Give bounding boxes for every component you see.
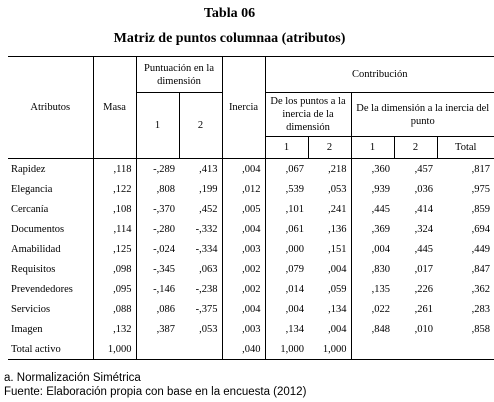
- cell-total: ,817: [471, 163, 491, 175]
- table-row: [8, 199, 494, 219]
- row-label: Prevendedores: [11, 283, 73, 295]
- header-inercia-2: 2: [394, 137, 437, 159]
- header-dim-1: 1: [136, 93, 179, 159]
- cell-inercia: ,002: [222, 259, 265, 279]
- header-dim-2: 2: [179, 93, 222, 159]
- table-row: [8, 299, 494, 319]
- cell-total: ,847: [471, 263, 491, 275]
- row-label: Elegancia: [11, 183, 53, 195]
- cell-dim-1: -,345: [136, 259, 179, 279]
- cell-masa: ,125: [93, 239, 136, 259]
- cell-total: ,975: [471, 183, 491, 195]
- table-row: [8, 239, 494, 259]
- cell-contrib-1: ,079: [265, 259, 308, 279]
- row-label: Documentos: [11, 223, 65, 235]
- cell-inercia-2: ,445: [414, 243, 434, 255]
- footnote-normalization: a. Normalización Simétrica: [4, 372, 141, 384]
- cell-inercia-1: ,848: [351, 319, 394, 339]
- cell-contrib-1: ,101: [265, 199, 308, 219]
- row-label: Requisitos: [11, 263, 56, 275]
- cell-contrib-2: ,151: [328, 243, 347, 255]
- cell-dim-1: ,808: [136, 179, 179, 199]
- cell-dim-2: ,063: [199, 263, 218, 275]
- cell-inercia-1: ,939: [351, 179, 394, 199]
- row-label: Cercanía: [11, 203, 49, 215]
- table-row-total: [8, 339, 494, 360]
- table-title: Matriz de puntos columnaa (atributos): [113, 31, 346, 46]
- cell-dim-1: ,086: [136, 299, 179, 319]
- cell-dim-2: ,199: [199, 183, 218, 195]
- cell-contrib-1: ,067: [265, 159, 308, 180]
- cell-masa: ,098: [93, 259, 136, 279]
- cell-contrib-1: ,004: [265, 299, 308, 319]
- cell-contrib-2: ,053: [328, 183, 347, 195]
- header-puntuacion: Puntuación en la dimensión: [136, 57, 222, 93]
- cell-inercia-1: ,022: [351, 299, 394, 319]
- cell-masa: ,132: [93, 319, 136, 339]
- header-contrib-1: 1: [265, 137, 308, 159]
- header-de-dimension: De la dimensión a la inercia del punto: [351, 93, 494, 137]
- cell-contrib-2: ,241: [328, 203, 347, 215]
- cell-contrib-1: ,134: [265, 319, 308, 339]
- cell-dim-2: [179, 339, 222, 360]
- cell-masa: ,118: [93, 159, 136, 180]
- cell-dim-1: -,280: [136, 219, 179, 239]
- cell-contrib-1: 1,000: [265, 339, 308, 360]
- cell-inercia-2: ,414: [414, 203, 434, 215]
- cell-inercia: ,040: [222, 339, 265, 360]
- header-contribucion: Contribución: [265, 57, 494, 93]
- header-contrib-2: 2: [308, 137, 351, 159]
- cell-inercia-1: ,830: [351, 259, 394, 279]
- row-label: Amabilidad: [11, 243, 61, 255]
- cell-total: ,858: [471, 323, 491, 335]
- cell-dim-1: -,024: [136, 239, 179, 259]
- cell-contrib-1: ,539: [265, 179, 308, 199]
- cell-contrib-1: ,000: [265, 239, 308, 259]
- cell-total: ,283: [471, 303, 491, 315]
- table-number: Tabla 06: [203, 6, 256, 21]
- cell-dim-2: -,238: [195, 283, 218, 295]
- row-label: Rapidez: [11, 163, 46, 175]
- cell-inercia-1: [351, 339, 394, 360]
- footnote-source: Fuente: Elaboración propia con base en la encuesta (2012): [4, 386, 307, 398]
- cell-total: ,449: [471, 243, 491, 255]
- cell-dim-1: -,289: [136, 159, 179, 180]
- cell-inercia-2: ,010: [414, 323, 434, 335]
- cell-inercia: ,004: [222, 219, 265, 239]
- table-row: [8, 219, 494, 239]
- cell-inercia-1: ,135: [351, 279, 394, 299]
- cell-inercia-2: ,226: [414, 283, 434, 295]
- table-row: [8, 159, 494, 180]
- cell-total: ,694: [471, 223, 491, 235]
- header-inercia: Inercia: [222, 57, 265, 159]
- table-row: [8, 279, 494, 299]
- cell-dim-1: -,146: [136, 279, 179, 299]
- header-de-puntos: De los puntos a la inercia de la dimensión: [265, 93, 351, 137]
- header-masa: Masa: [93, 57, 136, 159]
- cell-contrib-2: ,218: [328, 163, 347, 175]
- cell-dim-2: ,413: [199, 163, 218, 175]
- cell-masa: ,122: [93, 179, 136, 199]
- cell-total: [437, 339, 494, 360]
- row-label: Imagen: [11, 323, 43, 335]
- row-label: Total activo: [8, 339, 93, 360]
- cell-total: ,859: [471, 203, 491, 215]
- cell-masa: ,108: [93, 199, 136, 219]
- cell-masa: ,088: [93, 299, 136, 319]
- cell-contrib-1: ,014: [265, 279, 308, 299]
- header-atributos: Atributos: [8, 57, 93, 159]
- data-table: [8, 56, 494, 360]
- cell-inercia-2: [394, 339, 437, 360]
- table-row: [8, 179, 494, 199]
- header-total: Total: [437, 137, 494, 159]
- cell-contrib-2: ,136: [328, 223, 347, 235]
- cell-inercia-1: ,004: [351, 239, 394, 259]
- cell-inercia-1: ,445: [351, 199, 394, 219]
- cell-inercia: ,005: [222, 199, 265, 219]
- cell-inercia: ,002: [222, 279, 265, 299]
- cell-inercia-2: ,457: [414, 163, 434, 175]
- cell-contrib-2: 1,000: [308, 339, 351, 360]
- cell-contrib-1: ,061: [265, 219, 308, 239]
- cell-inercia-1: ,360: [351, 159, 394, 180]
- cell-inercia-2: ,017: [414, 263, 434, 275]
- cell-inercia: ,003: [222, 319, 265, 339]
- cell-dim-2: ,452: [199, 203, 218, 215]
- table-body: [8, 159, 494, 360]
- cell-contrib-2: ,004: [328, 263, 347, 275]
- cell-masa: ,114: [93, 219, 136, 239]
- cell-contrib-2: ,059: [328, 283, 347, 295]
- cell-total: ,362: [471, 283, 491, 295]
- cell-dim-1: [136, 339, 179, 360]
- table-header: [8, 57, 494, 159]
- cell-dim-2: -,375: [195, 303, 218, 315]
- header-inercia-1: 1: [351, 137, 394, 159]
- cell-inercia: ,003: [222, 239, 265, 259]
- cell-inercia: ,012: [222, 179, 265, 199]
- table-row: [8, 259, 494, 279]
- row-label: Servicios: [11, 303, 51, 315]
- cell-dim-2: -,332: [195, 223, 218, 235]
- cell-inercia: ,004: [222, 159, 265, 180]
- cell-dim-1: -,370: [136, 199, 179, 219]
- cell-masa: ,095: [93, 279, 136, 299]
- cell-dim-2: -,334: [195, 243, 218, 255]
- cell-inercia-2: ,036: [414, 183, 434, 195]
- cell-inercia-1: ,369: [351, 219, 394, 239]
- cell-contrib-2: ,004: [328, 323, 347, 335]
- cell-dim-2: ,053: [199, 323, 218, 335]
- cell-inercia: ,004: [222, 299, 265, 319]
- cell-contrib-2: ,134: [328, 303, 347, 315]
- cell-masa: 1,000: [93, 339, 136, 360]
- cell-dim-1: ,387: [136, 319, 179, 339]
- cell-inercia-2: ,324: [414, 223, 434, 235]
- cell-inercia-2: ,261: [414, 303, 434, 315]
- table-row: [8, 319, 494, 339]
